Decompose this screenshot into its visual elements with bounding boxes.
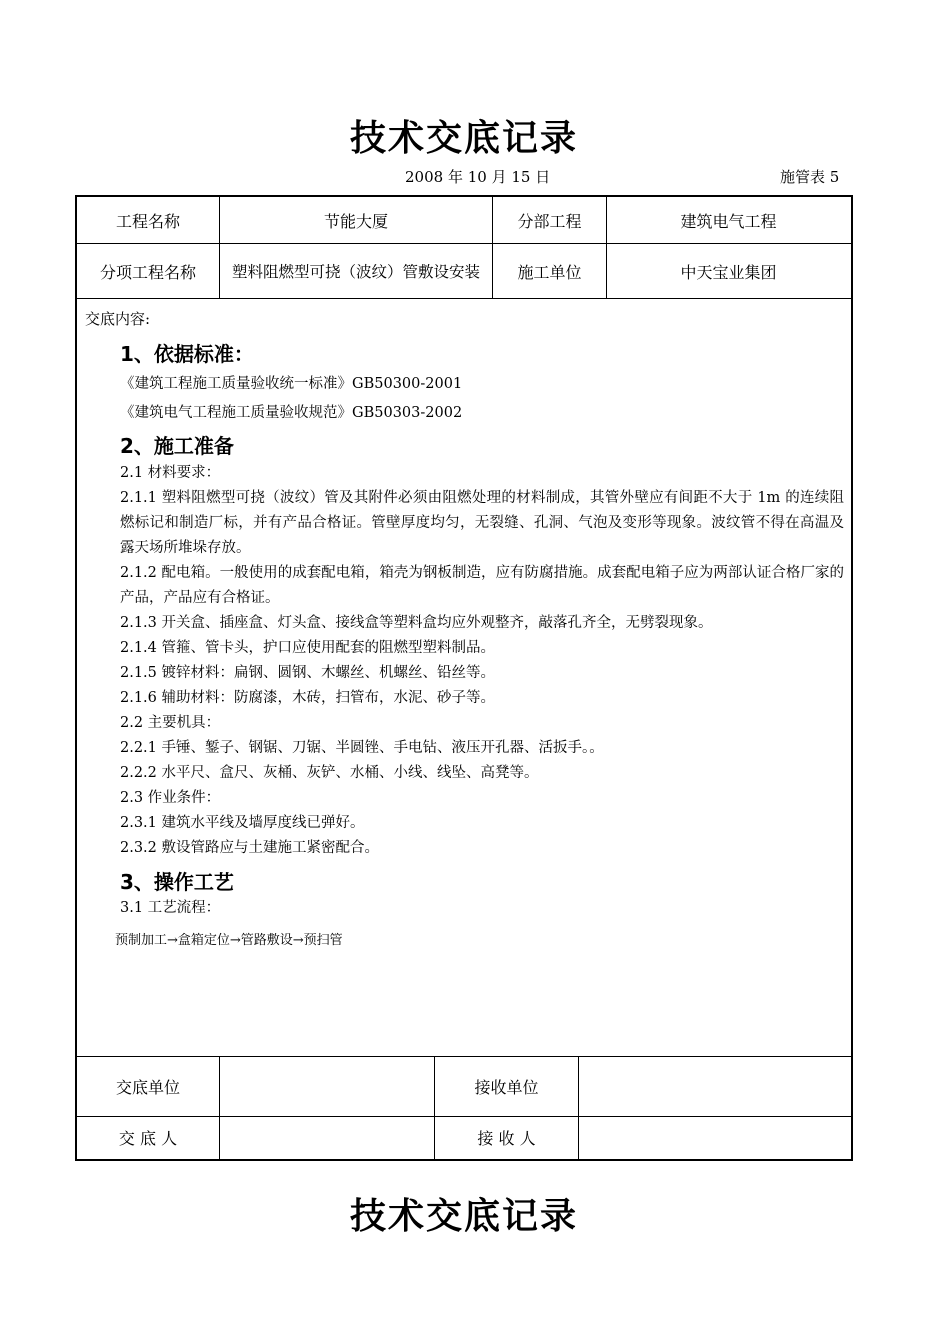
paragraph: 2.1.5 镀锌材料：扁钢、圆钢、木螺丝、机螺丝、铅丝等。 <box>120 665 496 681</box>
receiver-unit-label: 接收单位 <box>474 1078 539 1097</box>
form-number: 施管表 5 <box>780 168 840 186</box>
subitem: 塑料阻燃型可挠（波纹）管敷设安装 <box>231 263 480 281</box>
issuer-unit-value <box>220 1057 434 1116</box>
contractor: 中天宝业集团 <box>680 262 777 282</box>
paragraph: 2.1.6 辅助材料：防腐漆，木砖，扫管布，水泥、砂子等。 <box>120 690 496 706</box>
division-label: 分部工程 <box>517 211 582 231</box>
division: 建筑电气工程 <box>680 211 777 231</box>
subitem-label: 分项工程名称 <box>99 262 196 282</box>
paragraph: 2.1 材料要求： <box>120 465 221 481</box>
content-label: 交底内容: <box>85 310 151 328</box>
receiver-unit-value <box>579 1057 850 1116</box>
paragraph: 2.1.2 配电箱。一般使用的成套配电箱，箱壳为钢板制造，应有防腐措施。成套配电箱子应为两部认证合格厂家的产品，产品应有合格证。 <box>120 565 844 606</box>
paragraph: 2.1.4 管箍、管卡头，护口应使用配套的阻燃型塑料制品。 <box>120 640 496 656</box>
standard-1: 《建筑工程施工质量验收统一标准》GB50300-2001 <box>120 376 463 392</box>
paragraph: 2.1.1 塑料阻燃型可挠（波纹）管及其附件必须由阻燃处理的材料制成，其管外壁应有间距不大于 1m 的连续阻燃标记和制造厂标，并有产品合格证。管壁厚度均匀，无裂缝、孔洞、气泡及变形等现象。波纹管不得在高温及露天场所堆垛存放。 <box>120 490 844 556</box>
paragraph: 2.2 主要机具： <box>120 715 221 731</box>
project-name-label: 工程名称 <box>115 211 180 231</box>
date: 2008 年 10 月 15 日 <box>405 168 551 186</box>
process-flow: 预制加工→盒箱定位→管路敷设→预扫管 <box>115 933 343 948</box>
section-heading-3: 3、操作工艺 <box>120 870 234 894</box>
section-heading-2: 2、施工准备 <box>120 434 234 458</box>
paragraph: 3.1 工艺流程： <box>120 900 221 916</box>
next-page-title: 技术交底记录 <box>349 1196 578 1237</box>
section-heading-1: 1、依据标准： <box>120 342 254 366</box>
issuer-unit-label: 交底单位 <box>115 1078 180 1097</box>
paragraph: 2.3.1 建筑水平线及墙厚度线已弹好。 <box>120 815 365 831</box>
paragraph: 2.2.1 手锤、錾子、钢锯、刀锯、半圆锉、手电钻、液压开孔器、活扳手。。 <box>120 740 604 756</box>
issuer-value <box>220 1117 434 1158</box>
issuer-label: 交 底 人 <box>118 1129 178 1148</box>
paragraph: 2.1.3 开关盒、插座盒、灯头盒、接线盒等塑料盒均应外观整齐，敲落孔齐全，无劈裂现象。 <box>120 615 713 631</box>
receiver-value <box>579 1117 850 1158</box>
paragraph: 2.2.2 水平尺、盒尺、灰桶、灰铲、水桶、小线、线坠、高凳等。 <box>120 765 539 781</box>
receiver-label: 接 收 人 <box>477 1129 536 1148</box>
contractor-label: 施工单位 <box>517 262 582 282</box>
paragraph: 2.3.2 敷设管路应与土建施工紧密配合。 <box>120 840 380 856</box>
project-name: 节能大厦 <box>323 211 388 231</box>
standard-2: 《建筑电气工程施工质量验收规范》GB50303-2002 <box>120 405 463 421</box>
paragraph: 2.3 作业条件： <box>120 790 221 806</box>
document-title: 技术交底记录 <box>349 118 578 159</box>
